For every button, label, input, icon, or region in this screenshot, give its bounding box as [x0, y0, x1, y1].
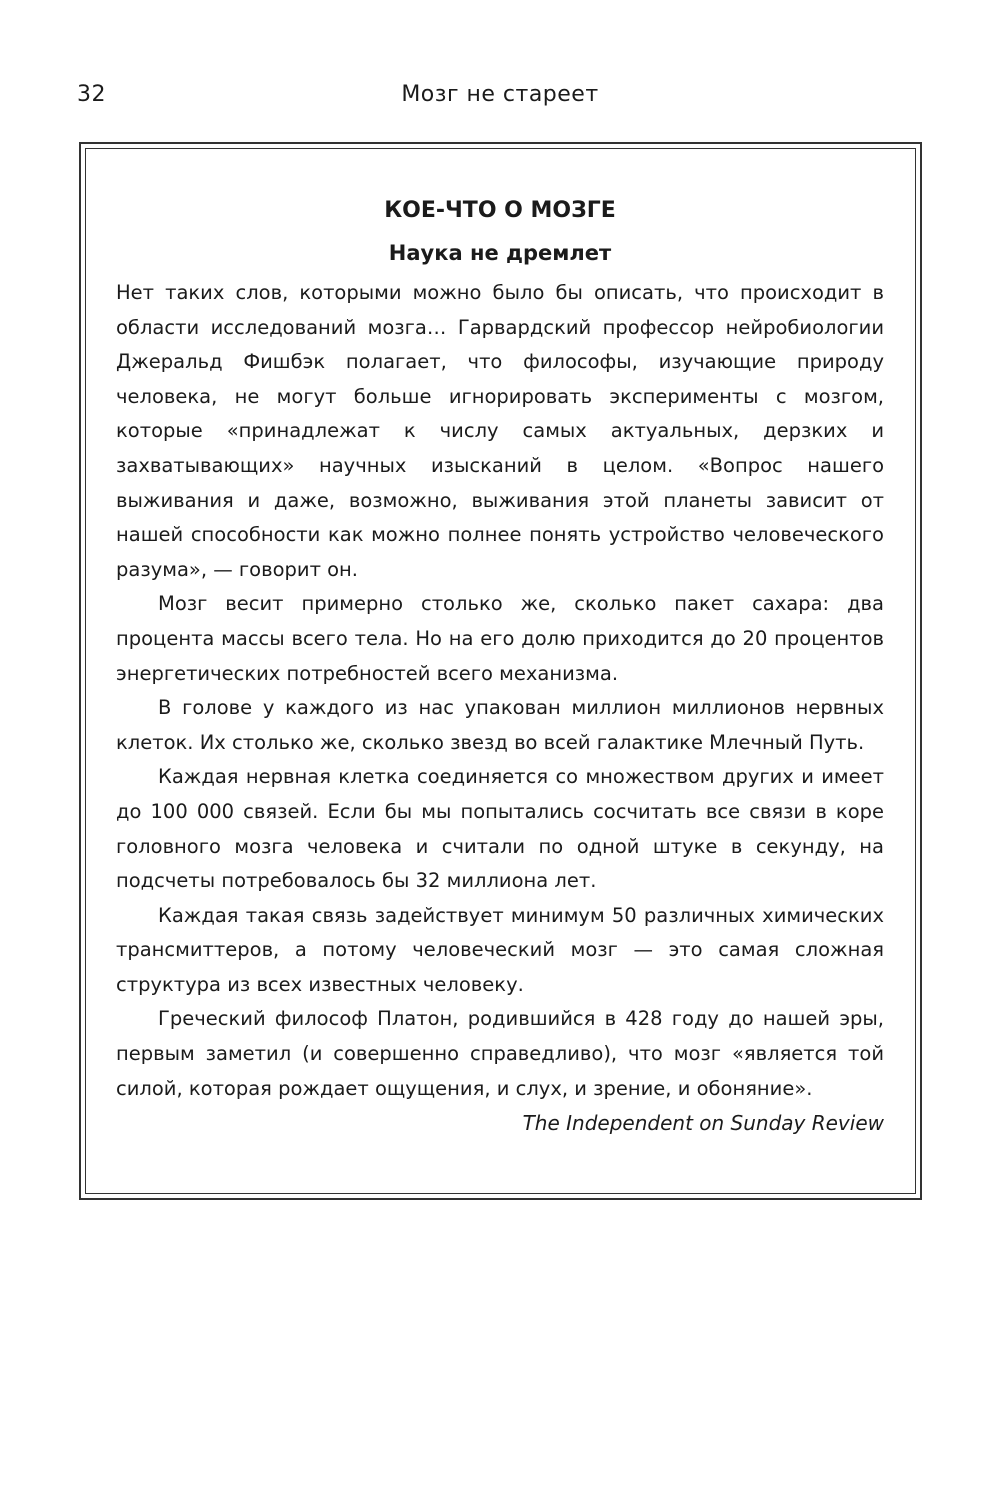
paragraph-6: Греческий философ Платон, родившийся в 428 году до нашей эры, первым заметил (и совершенно справедливо), что мозг «является той силой, которая рождает ощущения, и слух, и зрение, и обоняние».: [116, 1007, 884, 1100]
page-number: 32: [77, 82, 106, 107]
paragraph-2: Мозг весит примерно столько же, сколько пакет сахара: два процента массы всего тела. Но на его долю приходится до 20 процентов энергетических потребностей всего механизма.: [116, 592, 884, 685]
sidebar-box: [79, 142, 922, 1200]
paragraph-3: В голове у каждого из нас упакован миллион миллионов нервных клеток. Их столько же, сколько звезд во всей галактике Млечный Путь.: [116, 696, 884, 754]
box-subtitle: Наука не дремлет: [388, 241, 612, 265]
sidebar-box-content: [116, 196, 884, 1140]
paragraph-4: Каждая нервная клетка соединяется со множеством других и имеет до 100 000 связей. Если бы мы попытались сосчитать все связи в коре головного мозга человека и считали по одной штуке в секунду, на подсчеты потребовалось бы 32 миллиона лет.: [116, 765, 884, 893]
running-title: Мозг не стареет: [401, 82, 599, 107]
source-attribution: The Independent on Sunday Review: [522, 1111, 884, 1136]
paragraph-5: Каждая такая связь задействует минимум 50 различных химических трансмиттеров, а потому человеческий мозг — это самая сложная структура из всех известных человеку.: [116, 903, 884, 996]
paragraph-1: Нет таких слов, которыми можно было бы описать, что происходит в области исследований мозга… Гарвардский профессор нейробиологии Джеральд Фишбэк полагает, что философы, изучающие природу человека, не могут больше игнорировать эксперименты с мозгом, которые «принадлежат к числу самых актуальных, дерзких и захватывающих» научных изысканий в целом. «Вопрос нашего выживания и даже, возможно, выживания этой планеты зависит от нашей способности как можно полнее понять устройство человеческого разума», — говорит он.: [116, 281, 884, 581]
box-title: КОЕ-ЧТО О МОЗГЕ: [384, 198, 616, 223]
